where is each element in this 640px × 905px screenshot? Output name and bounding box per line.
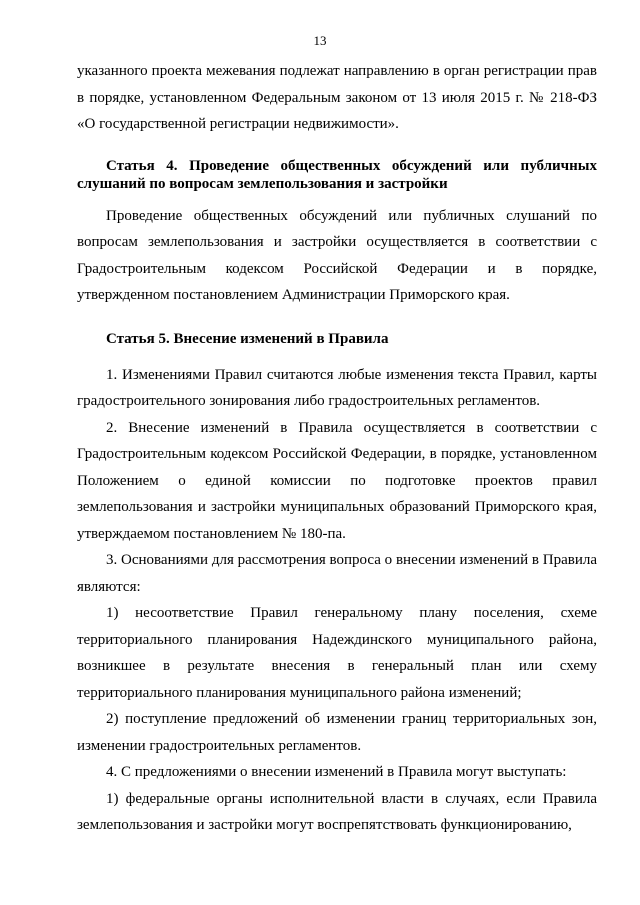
- article-4-body: Проведение общественных обсуждений или публичных слушаний по вопросам землепользования и застройки осуществляется в соответствии с Градостроительным кодексом Российской Федерации и в порядке, утвержденном постановлением Администрации Приморского края.: [77, 207, 597, 303]
- page-number: 13: [313, 33, 327, 48]
- article-5-item-3: 3. Основаниями для рассмотрения вопроса о внесении изменений в Правила являются:: [77, 552, 597, 595]
- paragraph-continuation: указанного проекта межевания подлежат направлению в орган регистрации прав в порядке, установленном Федеральным законом от 13 июля 2015 г. № 218-ФЗ «О государственной регистрации недвижимости».: [77, 63, 597, 132]
- article-5-item-2: 2. Внесение изменений в Правила осуществляется в соответствии с Градостроительным кодексом Российской Федерации, в порядке, установленном Положением о единой комиссии по подготовке проектов правил землепользования и застройки муниципальных образований Приморского края, утверждаемом постановлением № 180-па.: [77, 419, 597, 542]
- article-5-item-3-subitem-2: 2) поступление предложений об изменении границ территориальных зон, изменении градостроительных регламентов.: [77, 711, 597, 754]
- article-5-item-3-subitem-1: 1) несоответствие Правил генеральному плану поселения, схеме территориального планирования Надеждинского муниципального района, возникшее в результате внесения в генеральный план или схему территориального планирования муниципального района изменений;: [77, 605, 597, 701]
- article-5-item-4: 4. С предложениями о внесении изменений в Правила могут выступать:: [106, 764, 567, 780]
- page-content: [77, 58, 597, 839]
- article-5-item-1: 1. Изменениями Правил считаются любые изменения текста Правил, карты градостроительного зонирования либо градостроительных регламентов.: [77, 366, 597, 409]
- article-5-heading: Статья 5. Внесение изменений в Правила: [106, 330, 389, 347]
- article-5-item-4-subitem-1: 1) федеральные органы исполнительной власти в случаях, если Правила землепользования и застройки могут воспрепятствовать функционированию,: [77, 790, 597, 833]
- article-4-heading: Статья 4. Проведение общественных обсуждений или публичных слушаний по вопросам землепользования и застройки: [77, 157, 597, 192]
